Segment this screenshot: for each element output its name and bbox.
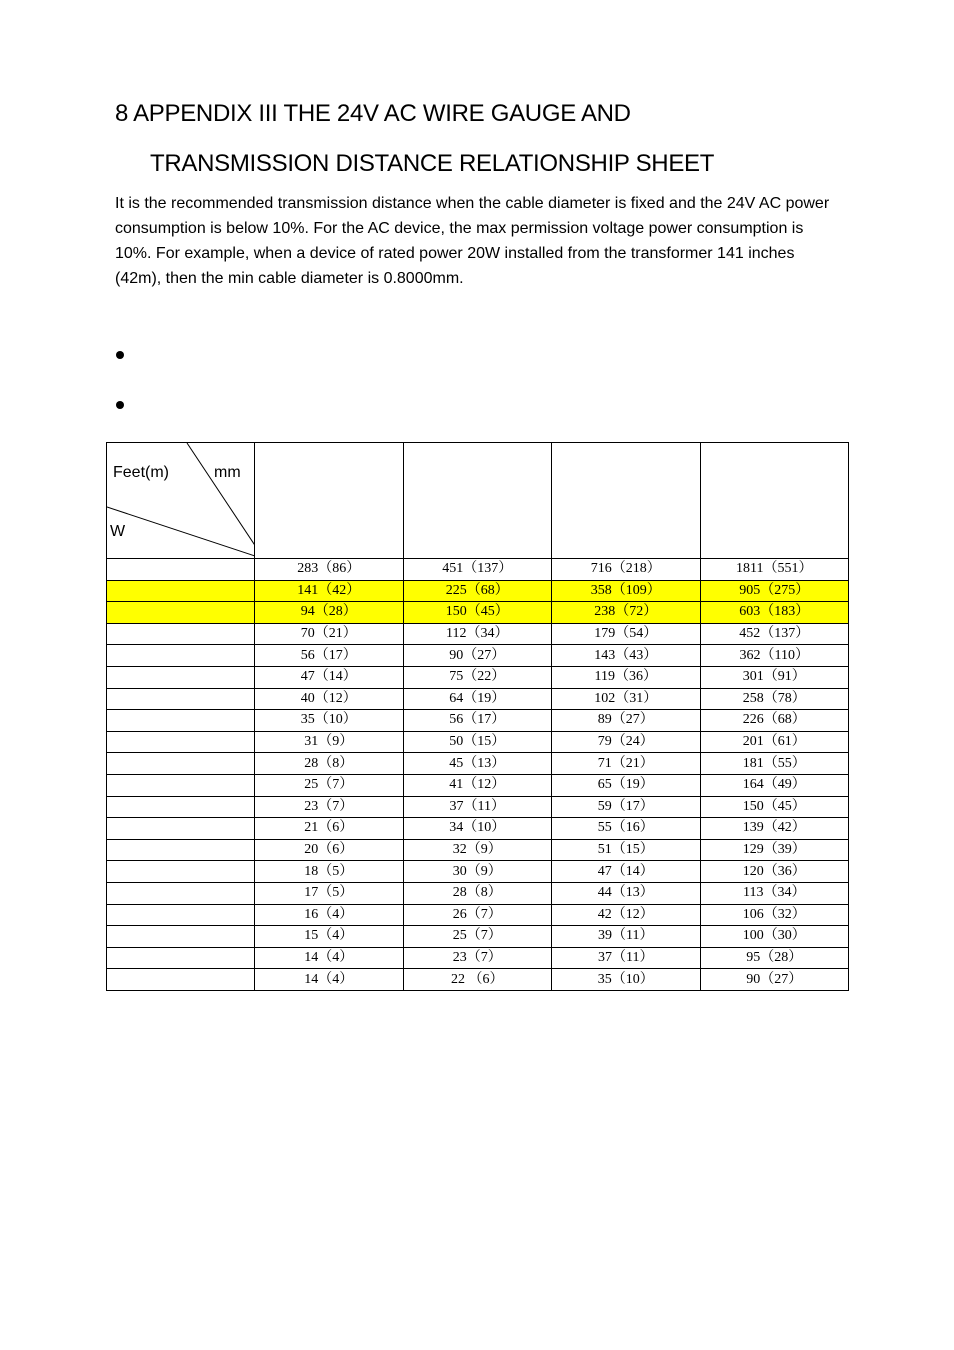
distance-cell: 119（36） bbox=[552, 666, 701, 688]
distance-cell: 283（86） bbox=[255, 559, 404, 581]
distance-cell: 94（28） bbox=[255, 602, 404, 624]
bullet-point-2 bbox=[116, 401, 124, 409]
distance-cell: 37（11） bbox=[403, 796, 552, 818]
distance-cell: 226（68） bbox=[700, 710, 849, 732]
distance-cell: 150（45） bbox=[700, 796, 849, 818]
corner-header-cell bbox=[107, 443, 255, 559]
power-cell bbox=[107, 688, 255, 710]
table-row bbox=[107, 861, 849, 883]
distance-cell: 17（5） bbox=[255, 882, 404, 904]
appendix-heading bbox=[115, 100, 715, 177]
distance-cell: 30（9） bbox=[403, 861, 552, 883]
distance-cell: 358（109） bbox=[552, 580, 701, 602]
table-row bbox=[107, 882, 849, 904]
column-header bbox=[255, 443, 404, 559]
distance-cell: 112（34） bbox=[403, 623, 552, 645]
table-row bbox=[107, 753, 849, 775]
distance-cell: 50（15） bbox=[403, 731, 552, 753]
distance-cell: 56（17） bbox=[403, 710, 552, 732]
distance-cell: 225（68） bbox=[403, 580, 552, 602]
distance-cell: 1811（551） bbox=[700, 559, 849, 581]
table-row bbox=[107, 602, 849, 624]
table-row bbox=[107, 904, 849, 926]
distance-cell: 603（183） bbox=[700, 602, 849, 624]
bullet-point-1 bbox=[116, 351, 124, 359]
distance-cell: 40（12） bbox=[255, 688, 404, 710]
distance-cell: 14（4） bbox=[255, 947, 404, 969]
distance-cell: 139（42） bbox=[700, 818, 849, 840]
power-cell bbox=[107, 580, 255, 602]
distance-cell: 35（10） bbox=[552, 969, 701, 991]
distance-cell: 905（275） bbox=[700, 580, 849, 602]
distance-cell: 25（7） bbox=[403, 926, 552, 948]
corner-label-mm: mm bbox=[214, 464, 241, 481]
distance-cell: 45（13） bbox=[403, 753, 552, 775]
distance-cell: 70（21） bbox=[255, 623, 404, 645]
power-cell bbox=[107, 926, 255, 948]
table-row bbox=[107, 774, 849, 796]
table-row bbox=[107, 666, 849, 688]
table-row bbox=[107, 796, 849, 818]
table-body bbox=[107, 559, 849, 991]
distance-cell: 301（91） bbox=[700, 666, 849, 688]
power-cell bbox=[107, 947, 255, 969]
table-row bbox=[107, 818, 849, 840]
table-row bbox=[107, 688, 849, 710]
distance-cell: 95（28） bbox=[700, 947, 849, 969]
distance-cell: 55（16） bbox=[552, 818, 701, 840]
distance-cell: 129（39） bbox=[700, 839, 849, 861]
power-cell bbox=[107, 731, 255, 753]
distance-cell: 56（17） bbox=[255, 645, 404, 667]
table-row bbox=[107, 710, 849, 732]
corner-label-w: W bbox=[110, 523, 126, 540]
heading-line-2: TRANSMISSION DISTANCE RELATIONSHIP SHEET bbox=[150, 150, 715, 177]
distance-cell: 26（7） bbox=[403, 904, 552, 926]
distance-cell: 362（110） bbox=[700, 645, 849, 667]
intro-paragraph: It is the recommended transmission distance when the cable diameter is fixed and the 24V AC power consumption is below 10%. For the AC device, the max permission voltage power consumption is 10%. For example, when a device of rated power 20W installed from the transformer 141 inches (42m), then the min cable diameter is 0.8000mm. bbox=[115, 195, 830, 287]
column-header bbox=[700, 443, 849, 559]
distance-cell: 18（5） bbox=[255, 861, 404, 883]
distance-cell: 23（7） bbox=[255, 796, 404, 818]
distance-cell: 79（24） bbox=[552, 731, 701, 753]
distance-cell: 35（10） bbox=[255, 710, 404, 732]
power-cell bbox=[107, 774, 255, 796]
corner-label-feet: Feet(m) bbox=[113, 464, 169, 481]
distance-cell: 143（43） bbox=[552, 645, 701, 667]
distance-cell: 41（12） bbox=[403, 774, 552, 796]
distance-cell: 102（31） bbox=[552, 688, 701, 710]
distance-cell: 100（30） bbox=[700, 926, 849, 948]
table-row bbox=[107, 580, 849, 602]
table-row bbox=[107, 645, 849, 667]
wire-gauge-table bbox=[106, 442, 849, 991]
heading-line-1: 8 APPENDIX III THE 24V AC WIRE GAUGE AND bbox=[115, 100, 631, 127]
column-header bbox=[552, 443, 701, 559]
distance-cell: 22 （6） bbox=[403, 969, 552, 991]
distance-cell: 32（9） bbox=[403, 839, 552, 861]
distance-cell: 179（54） bbox=[552, 623, 701, 645]
power-cell bbox=[107, 559, 255, 581]
table-row bbox=[107, 559, 849, 581]
distance-cell: 106（32） bbox=[700, 904, 849, 926]
distance-cell: 90（27） bbox=[700, 969, 849, 991]
table-row bbox=[107, 731, 849, 753]
table-row bbox=[107, 926, 849, 948]
table-row bbox=[107, 623, 849, 645]
distance-cell: 44（13） bbox=[552, 882, 701, 904]
distance-cell: 90（27） bbox=[403, 645, 552, 667]
distance-cell: 150（45） bbox=[403, 602, 552, 624]
distance-cell: 51（15） bbox=[552, 839, 701, 861]
distance-cell: 23（7） bbox=[403, 947, 552, 969]
distance-cell: 31（9） bbox=[255, 731, 404, 753]
distance-cell: 451（137） bbox=[403, 559, 552, 581]
distance-cell: 181（55） bbox=[700, 753, 849, 775]
power-cell bbox=[107, 882, 255, 904]
table-row bbox=[107, 947, 849, 969]
distance-cell: 25（7） bbox=[255, 774, 404, 796]
table-row bbox=[107, 969, 849, 991]
distance-cell: 258（78） bbox=[700, 688, 849, 710]
distance-cell: 238（72） bbox=[552, 602, 701, 624]
distance-cell: 113（34） bbox=[700, 882, 849, 904]
distance-cell: 65（19） bbox=[552, 774, 701, 796]
distance-cell: 47（14） bbox=[255, 666, 404, 688]
distance-cell: 28（8） bbox=[403, 882, 552, 904]
distance-cell: 164（49） bbox=[700, 774, 849, 796]
distance-cell: 15（4） bbox=[255, 926, 404, 948]
power-cell bbox=[107, 796, 255, 818]
distance-cell: 452（137） bbox=[700, 623, 849, 645]
power-cell bbox=[107, 818, 255, 840]
power-cell bbox=[107, 623, 255, 645]
distance-cell: 71（21） bbox=[552, 753, 701, 775]
distance-cell: 64（19） bbox=[403, 688, 552, 710]
column-header bbox=[403, 443, 552, 559]
distance-cell: 201（61） bbox=[700, 731, 849, 753]
distance-cell: 716（218） bbox=[552, 559, 701, 581]
distance-cell: 59（17） bbox=[552, 796, 701, 818]
distance-cell: 141（42） bbox=[255, 580, 404, 602]
distance-cell: 42（12） bbox=[552, 904, 701, 926]
power-cell bbox=[107, 904, 255, 926]
corner-diagonal-lines bbox=[107, 443, 255, 559]
distance-cell: 21（6） bbox=[255, 818, 404, 840]
power-cell bbox=[107, 839, 255, 861]
power-cell bbox=[107, 710, 255, 732]
distance-cell: 39（11） bbox=[552, 926, 701, 948]
power-cell bbox=[107, 602, 255, 624]
table-header-row bbox=[107, 443, 849, 559]
distance-cell: 16（4） bbox=[255, 904, 404, 926]
distance-cell: 75（22） bbox=[403, 666, 552, 688]
table-row bbox=[107, 839, 849, 861]
power-cell bbox=[107, 645, 255, 667]
distance-cell: 120（36） bbox=[700, 861, 849, 883]
distance-cell: 14（4） bbox=[255, 969, 404, 991]
distance-cell: 20（6） bbox=[255, 839, 404, 861]
distance-cell: 89（27） bbox=[552, 710, 701, 732]
power-cell bbox=[107, 861, 255, 883]
distance-cell: 28（8） bbox=[255, 753, 404, 775]
distance-cell: 47（14） bbox=[552, 861, 701, 883]
distance-cell: 37（11） bbox=[552, 947, 701, 969]
power-cell bbox=[107, 969, 255, 991]
power-cell bbox=[107, 666, 255, 688]
distance-cell: 34（10） bbox=[403, 818, 552, 840]
power-cell bbox=[107, 753, 255, 775]
